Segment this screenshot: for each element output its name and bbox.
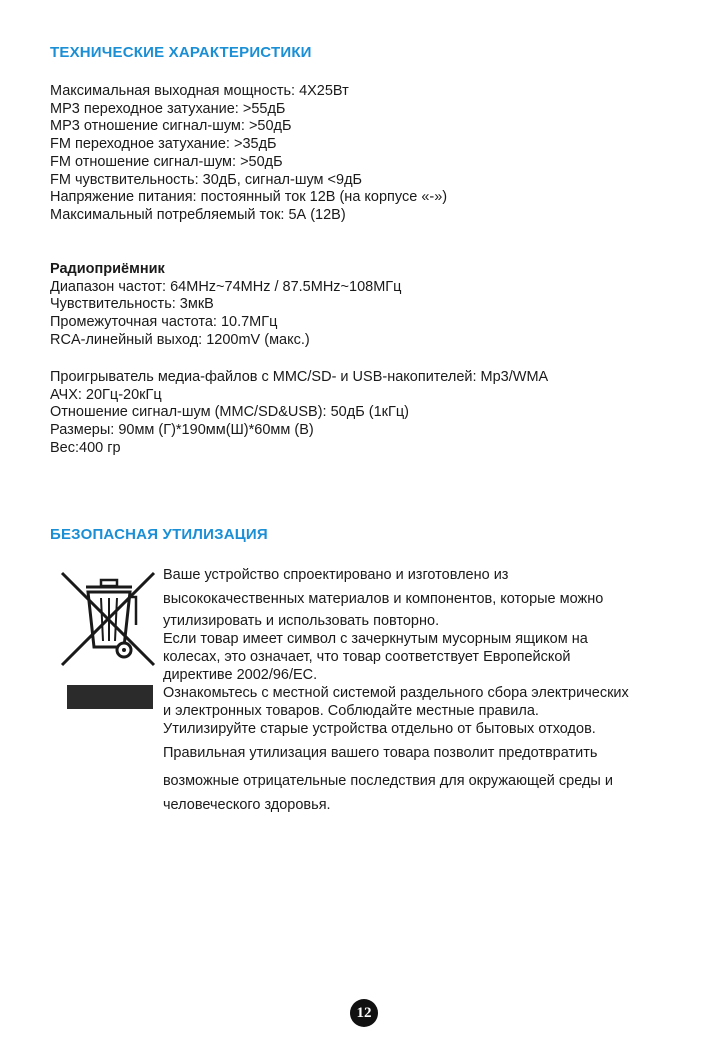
tech-specs-list (50, 83, 447, 225)
disposal-line: Ваше устройство спроектировано и изготовлено из (163, 567, 509, 583)
disposal-line: человеческого здоровья. (163, 797, 331, 813)
spec-line: Максимальная выходная мощность: 4Х25Вт (50, 83, 349, 99)
disposal-title: БЕЗОПАСНАЯ УТИЛИЗАЦИЯ (50, 526, 268, 543)
disposal-line: Утилизируйте старые устройства отдельно от бытовых отходов. (163, 721, 596, 737)
disposal-line: Если товар имеет символ с зачеркнутым мусорным ящиком на (163, 631, 588, 647)
radio-specs (50, 261, 401, 350)
disposal-line: Ознакомьтесь с местной системой раздельного сбора электрических (163, 685, 629, 701)
media-line: АЧХ: 20Гц-20кГц (50, 386, 162, 403)
disposal-line: возможные отрицательные последствия для окружающей среды и (163, 773, 613, 789)
radio-line: RCA-линейный выход: 1200mV (макс.) (50, 331, 310, 348)
disposal-line: Правильная утилизация вашего товара позволит предотвратить (163, 745, 598, 761)
disposal-line: утилизировать и использовать повторно. (163, 613, 440, 629)
spec-line: FM чувствительность: 30дБ, сигнал-шум <9дБ (50, 171, 363, 188)
disposal-text (163, 566, 703, 814)
radio-line: Промежуточная частота: 10.7МГц (50, 314, 278, 331)
crossed-out-wheeled-bin-icon (56, 565, 160, 715)
media-player-specs (50, 369, 548, 458)
disposal-line: высококачественных материалов и компонентов, которые можно (163, 591, 604, 607)
spec-line: FM переходное затухание: >35дБ (50, 136, 277, 153)
spec-line: FM отношение сигнал-шум: >50дБ (50, 153, 283, 170)
media-line: Проигрыватель медиа-файлов с MMC/SD- и USB-накопителей: Mp3/WMA (50, 369, 549, 385)
media-line: Вес:400 гр (50, 439, 121, 456)
spec-line: Напряжение питания: постоянный ток 12В (на корпусе «-») (50, 189, 448, 206)
media-line: Размеры: 90мм (Г)*190мм(Ш)*60мм (В) (50, 422, 314, 439)
tech-specs-title: ТЕХНИЧЕСКИЕ ХАРАКТЕРИСТИКИ (50, 44, 312, 61)
disposal-line: колесах, это означает, что товар соответствует Европейской (163, 649, 571, 665)
disposal-line: и электронных товаров. Соблюдайте местные правила. (163, 703, 539, 719)
disposal-line: директиве 2002/96/EC. (163, 667, 318, 683)
radio-line: Диапазон частот: 64MHz~74MHz / 87.5MHz~108МГц (50, 278, 402, 295)
spec-line: MP3 переходное затухание: >55дБ (50, 100, 286, 117)
radio-line: Чувствительность: 3мкВ (50, 296, 214, 313)
radio-heading: Радиоприёмник (50, 261, 165, 277)
spec-line: MP3 отношение сигнал-шум: >50дБ (50, 118, 292, 135)
page-number: 12 (350, 999, 378, 1027)
spec-line: Максимальный потребляемый ток: 5А (12В) (50, 206, 346, 223)
media-line: Отношение сигнал-шум (MMC/SD&USB): 50дБ (1кГц) (50, 404, 409, 421)
